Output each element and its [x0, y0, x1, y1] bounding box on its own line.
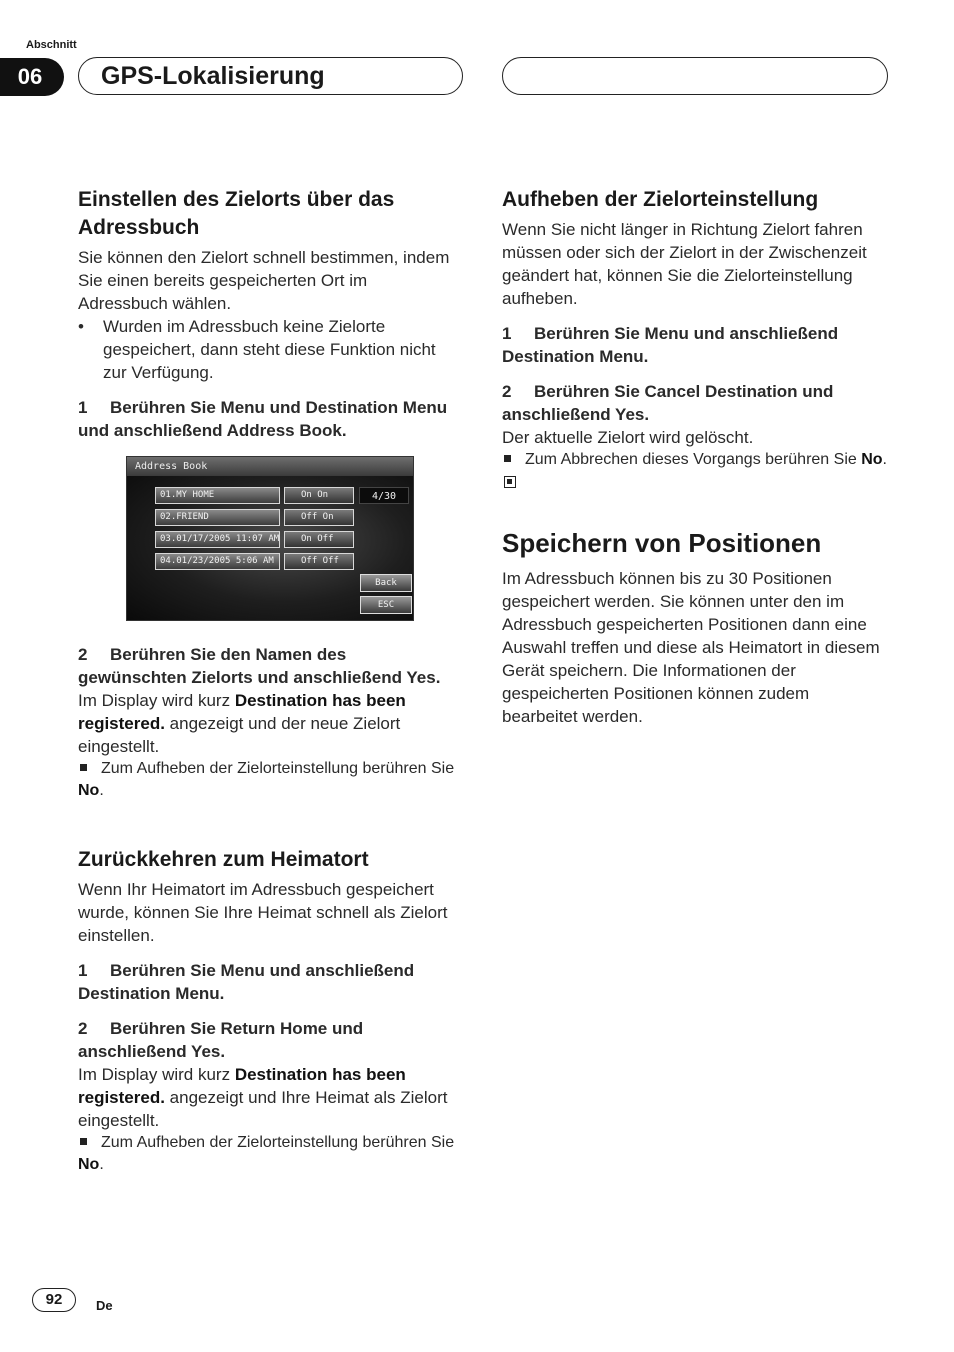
paragraph: Im Display wird kurz Destination has been registered. angezeigt und Ihre Heimat als Zielort eingestellt. [78, 1065, 448, 1130]
bullet-text: Wurden im Adressbuch keine Zielorte gespeichert, dann steht diese Funktion nicht zur Verfügung. [103, 317, 436, 382]
paragraph: Der aktuelle Zielort wird gelöscht. [502, 428, 754, 447]
address-name[interactable]: 04.01/23/2005 5:06 AM [155, 553, 280, 570]
chapter-title: GPS-Lokalisierung [78, 57, 463, 95]
paragraph: Im Adressbuch können bis zu 30 Positionen gespeichert werden. Sie können unter den im Adressbuch gespeicherten Positionen dann eine Auswahl treffen und diese als Heimatort in diesem Gerät speichern. Die Informationen der gespeicherten Positionen können zudem bearbeitet werden. [502, 569, 880, 726]
address-row[interactable] [155, 509, 353, 526]
section-title-save-positions: Speichern von Positionen [502, 528, 822, 558]
page-number: 92 [32, 1288, 76, 1312]
step-number: 1 [78, 961, 88, 980]
section-title-return-home: Zurückkehren zum Heimatort [78, 848, 369, 871]
section-title-cancel-destination: Aufheben der Zielorteinstellung [502, 188, 819, 211]
address-row[interactable] [155, 531, 353, 548]
screen-title: Address Book [127, 457, 413, 476]
step-number: 2 [502, 382, 512, 401]
address-name[interactable]: 01.MY HOME [155, 487, 280, 504]
note-square-icon [504, 455, 511, 462]
step-number: 1 [78, 398, 88, 417]
step-number: 2 [78, 645, 88, 664]
address-settings[interactable]: On Off [284, 531, 354, 548]
header-blank-box [502, 57, 888, 95]
note-square-icon [80, 764, 87, 771]
back-button[interactable]: Back [360, 574, 412, 592]
step-text: Berühren Sie den Namen des gewünschten Zielorts und anschließend Yes. [78, 645, 441, 687]
address-name[interactable]: 02.FRIEND [155, 509, 280, 526]
section-label: Abschnitt [26, 39, 77, 51]
esc-button[interactable]: ESC [360, 596, 412, 614]
step-1 [78, 396, 458, 442]
step-1 [78, 959, 458, 1005]
address-name[interactable]: 03.01/17/2005 11:07 AM [155, 531, 280, 548]
address-settings[interactable]: Off On [284, 509, 354, 526]
chapter-number: 06 [0, 58, 64, 96]
address-book-screenshot [126, 456, 414, 621]
step-number: 2 [78, 1019, 88, 1038]
section-title-address-book: Einstellen des Zielorts über das Adressbuch [78, 188, 395, 239]
note: Zum Aufheben der Zielorteinstellung berühren Sie No. [78, 760, 455, 799]
step-number: 1 [502, 324, 512, 343]
step-text: Berühren Sie Menu und anschließend Destination Menu. [78, 961, 415, 1003]
step-text: Berühren Sie Cancel Destination und anschließend Yes. [502, 382, 834, 424]
end-mark-icon [504, 476, 516, 488]
step-text: Berühren Sie Return Home und anschließend Yes. [78, 1019, 364, 1061]
step-text: Berühren Sie Menu und anschließend Destination Menu. [502, 324, 839, 366]
address-settings[interactable]: Off Off [284, 553, 354, 570]
note: Zum Abbrechen dieses Vorgangs berühren Sie No. [502, 449, 887, 493]
address-row[interactable] [155, 487, 353, 504]
step-2 [502, 380, 887, 426]
paragraph: Wenn Sie nicht länger in Richtung Zielort fahren müssen oder sich der Zielort in der Zwischenzeit geändert hat, können Sie die Zielorteinstellung aufheben. [502, 220, 867, 308]
entry-counter: 4/30 [359, 487, 409, 504]
left-column [78, 186, 458, 1176]
bullet-item [78, 315, 458, 384]
paragraph: Im Display wird kurz Destination has been registered. angezeigt und der neue Zielort eingestellt. [78, 691, 406, 756]
address-settings[interactable]: On On [284, 487, 354, 504]
step-2 [78, 643, 458, 689]
note: Zum Aufheben der Zielorteinstellung berühren Sie No. [78, 1134, 455, 1173]
step-2 [78, 1017, 458, 1063]
bullet-icon: • [78, 317, 84, 336]
note-square-icon [80, 1138, 87, 1145]
paragraph: Wenn Ihr Heimatort im Adressbuch gespeichert wurde, können Sie Ihre Heimat schnell als Zielort einstellen. [78, 880, 448, 945]
paragraph: Sie können den Zielort schnell bestimmen, indem Sie einen bereits gespeicherten Ort im Adressbuch wählen. [78, 248, 450, 313]
right-column [502, 186, 887, 728]
language-code: De [96, 1298, 113, 1313]
address-row[interactable] [155, 553, 353, 570]
step-1 [502, 322, 887, 368]
step-text: Berühren Sie Menu und Destination Menu und anschließend Address Book. [78, 398, 448, 440]
